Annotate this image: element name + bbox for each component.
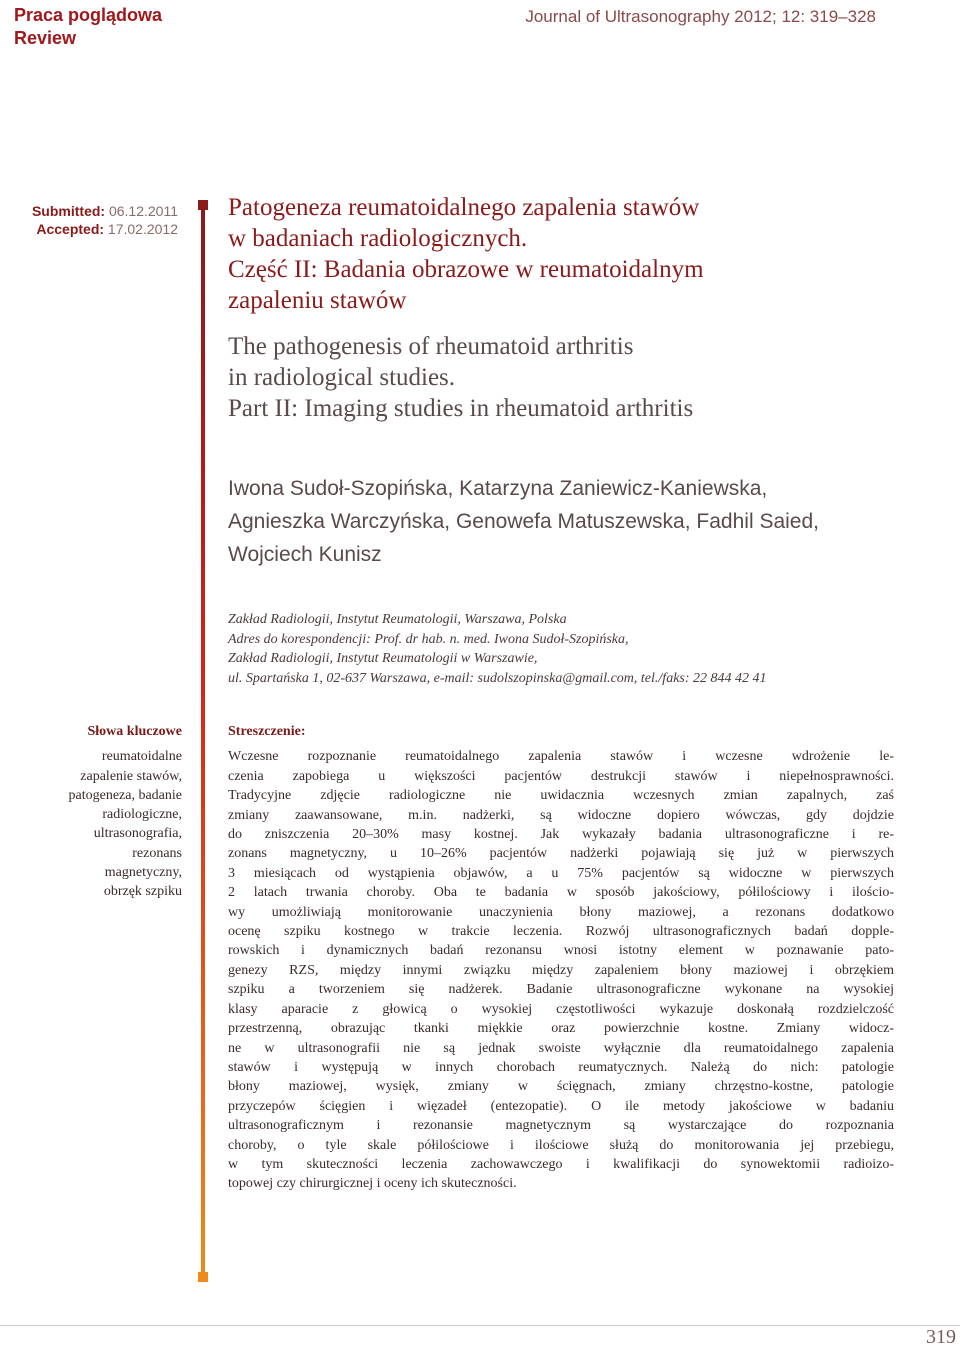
abstract-line: 2 latach trwania choroby. Oba te badania w sposób jakościowy, półilościowy i ilościo- <box>228 885 894 901</box>
abstract-line: rowskich i dynamicznych badań rezonansu wnosi istotny element w poznawanie pato- <box>228 943 894 959</box>
title-pl-line: Patogeneza reumatoidalnego zapalenia stawów <box>228 194 700 221</box>
keyword-line: radiologiczne, <box>102 807 182 823</box>
submitted-value: 06.12.2011 <box>108 203 178 219</box>
keyword-line: patogeneza, badanie <box>68 787 182 803</box>
abstract-line: błony maziowej, wysięk, zmiany w ścięgnach, zmiany chrzęstno-kostne, patologie <box>228 1079 894 1095</box>
abstract-line: przyczepów ścięgien i więzadeł (entezopatie). O ile metody jakościowe w badaniu <box>228 1098 894 1114</box>
accepted-row <box>32 220 178 238</box>
title-english <box>228 331 928 424</box>
vertical-rule <box>201 205 205 1277</box>
rule-top-marker <box>198 200 208 210</box>
keyword-line: reumatoidalne <box>101 749 182 765</box>
journal-citation: Journal of Ultrasonography 2012; 12: 319–328 <box>525 7 876 26</box>
accepted-value: 17.02.2012 <box>107 221 178 237</box>
abstract-line: czenia zapobiega u większości pacjentów destrukcji stawów i niepełnosprawności. <box>228 768 894 784</box>
abstract-line: wy umożliwiają monitorowanie unaczynienia błony maziowej, a rezonans dodatkowo <box>228 904 894 920</box>
abstract-line: zonans magnetyczny, u 10–26% pacjentów nadżerki pojawiają się już w pierwszych <box>228 846 894 862</box>
authors-line: Agnieszka Warczyńska, Genowefa Matuszewska, Fadhil Saied, <box>228 510 819 533</box>
affiliation-line: Adres do korespondencji: Prof. dr hab. n. med. Iwona Sudoł-Szopińska, <box>228 631 629 647</box>
keyword-line: zapalenie stawów, <box>80 768 182 784</box>
affiliation-line: Zakład Radiologii, Instytut Reumatologii w Warszawie, <box>228 651 538 666</box>
rule-bottom-marker <box>198 1272 208 1282</box>
affiliation-line: ul. Spartańska 1, 02-637 Warszawa, e-mail: sudolszopinska@gmail.com, tel./faks: 22 844 42 41 <box>228 670 767 686</box>
abstract-line: 3 miesiącach od wystąpienia objawów, a u 75% pacjentów są widoczne w pierwszych <box>228 865 894 881</box>
submission-dates <box>32 202 178 238</box>
affiliation <box>228 610 948 688</box>
keywords <box>0 722 182 902</box>
section-label-pl: Praca poglądowa <box>14 5 163 25</box>
keywords-heading: Słowa kluczowe <box>87 724 182 739</box>
abstract-line: ne w ultrasonografii nie są jednak swoiste wyłącznie dla reumatoidalnego zapalenia <box>228 1040 894 1056</box>
abstract-line: Wczesne rozpoznanie reumatoidalnego zapalenia stawów i wczesne wdrożenie le- <box>228 749 894 765</box>
section-label <box>14 4 162 50</box>
author-list <box>228 472 928 571</box>
abstract-line: choroby, o tyle skale półilościowe i ilościowe służą do monitorowania jej przebiegu, <box>228 1137 894 1153</box>
title-en-line: Part II: Imaging studies in rheumatoid arthritis <box>228 395 694 422</box>
abstract-line: genezy RZS, między innymi związku między zapaleniem błony maziowej i obrzękiem <box>228 962 894 978</box>
abstract-line: szpiku a tworzeniem się nadżerek. Badanie ultrasonograficzne wykonane na wysokiej <box>228 982 894 998</box>
title-polish <box>228 192 928 316</box>
abstract-heading: Streszczenie: <box>228 724 306 739</box>
keyword-line: obrzęk szpiku <box>103 884 182 900</box>
abstract-body <box>228 747 894 1193</box>
abstract-line: ultrasonograficznym i rezonansie magnetycznym są wystarczające do rozpoznania <box>228 1118 894 1134</box>
title-pl-line: Część II: Badania obrazowe w reumatoidalnym <box>228 256 704 283</box>
abstract <box>228 722 894 1194</box>
footer-rule <box>0 1325 960 1326</box>
accepted-label: Accepted: <box>36 221 105 237</box>
affiliation-line: Zakład Radiologii, Instytut Reumatologii, Warszawa, Polska <box>228 612 567 627</box>
title-pl-line: w badaniach radiologicznych. <box>228 225 528 252</box>
abstract-line: ocenę szpiku kostnego w trakcie leczenia. Rozwój ultrasonograficznych badań dopple- <box>228 924 894 940</box>
title-en-line: The pathogenesis of rheumatoid arthritis <box>228 333 634 360</box>
submitted-row <box>32 202 178 220</box>
abstract-line: do zniszczenia 20–30% masy kostnej. Jak wykazały badania ultrasonograficzne i re- <box>228 827 894 843</box>
keyword-line: ultrasonografia, <box>93 826 182 842</box>
abstract-line: przestrzenną, obrazując tkanki miękkie oraz powierzchnie kostne. Zmiany widocz- <box>228 1021 894 1037</box>
keyword-line: magnetyczny, <box>104 865 182 881</box>
page-number: 319 <box>926 1326 956 1348</box>
submitted-label: Submitted: <box>31 203 106 219</box>
abstract-line: Tradycyjne zdjęcie radiologiczne nie uwidacznia wczesnych zmian zapalnych, zaś <box>228 788 894 804</box>
keyword-line: rezonans <box>132 845 182 861</box>
abstract-line: topowej czy chirurgicznej i oceny ich skuteczności. <box>228 1176 517 1192</box>
abstract-line: klasy aparacie z głowicą o wysokiej częstotliwości wykazuje doskonałą rozdzielczość <box>228 1001 894 1017</box>
title-en-line: in radiological studies. <box>228 364 456 391</box>
title-pl-line: zapaleniu stawów <box>228 287 407 314</box>
abstract-line: w tym skuteczności leczenia zachowawczego i kwalifikacji do synowektomii radioizo- <box>228 1156 894 1172</box>
authors-line: Iwona Sudoł-Szopińska, Katarzyna Zaniewicz-Kaniewska, <box>228 477 768 500</box>
abstract-line: stawów i występują w innych chorobach reumatycznych. Należą do nich: patologie <box>228 1059 894 1075</box>
section-label-en: Review <box>14 28 77 48</box>
abstract-line: zmiany zaawansowane, m.in. nadżerki, są widoczne dopiero wówczas, gdy dojdzie <box>228 807 894 823</box>
authors-line: Wojciech Kunisz <box>228 543 382 566</box>
